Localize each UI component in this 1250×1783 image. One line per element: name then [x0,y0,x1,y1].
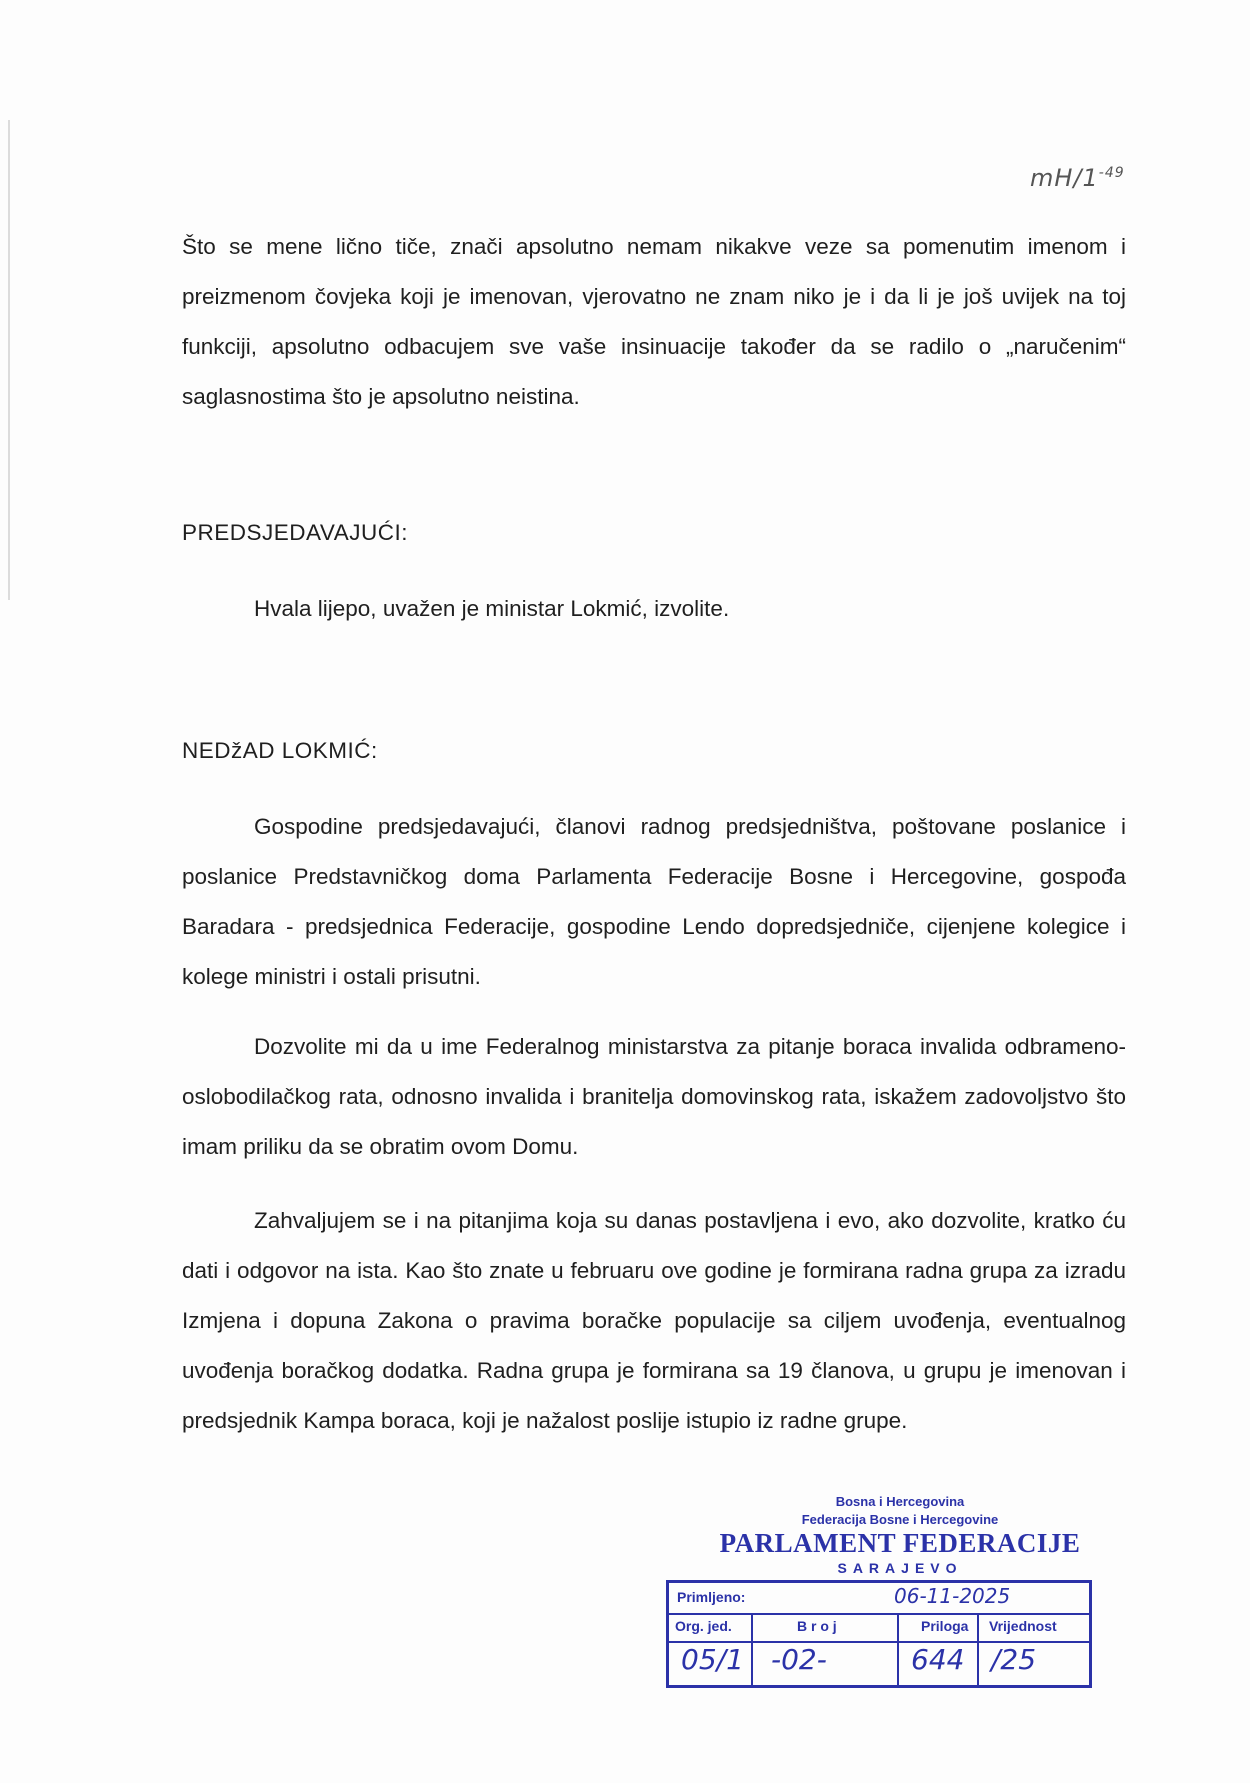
registry-stamp-box [666,1580,1092,1688]
page-mark [1030,164,1125,192]
stamp-line-3: PARLAMENT FEDERACIJE [719,1528,1081,1558]
speaker-predsjedavajuci: PREDSJEDAVAJUĆI: [182,520,408,545]
paragraph-3 [182,802,1126,1002]
stamp-col2-value: -02- [771,1643,827,1676]
stamp-col4-label: Vrijednost [989,1618,1057,1634]
paragraph-2-text: Hvala lijepo, uvažen je ministar Lokmić, izvolite. [254,596,730,621]
stamp-received-label: Primljeno: [677,1589,746,1605]
paragraph-5-text: Zahvaljujem se i na pitanjima koja su danas postavljena i evo, ako dozvolite, kratko ću dati i odgovor na ista. Kao što znate u februaru ove godine je formirana radna grupa za izradu Izmjena i dopuna Zakona o pravima boračke populacije sa ciljem uvođenja, eventualnog uvođenja boračkog dodatka. Radna grupa je formirana sa 19 članova, u grupu je imenovan i predsjednik Kampa boraca, koji je nažalost poslije istupio iz radne grupe. [182,1208,1126,1433]
page-mark-sub: -49 [1098,165,1125,181]
scan-edge-line [8,120,10,600]
stamp-col3-label: Priloga [921,1618,969,1634]
stamp-received-date: 06-11-2025 [894,1584,1011,1608]
stamp-line-1: Bosna i Hercegovina [835,1494,965,1509]
paragraph-3-text: Gospodine predsjedavajući, članovi radnog predsjedništva, poštovane poslanice i poslanice Predstavničkog doma Parlamenta Federacije Bosne i Hercegovine, gospođa Baradara - predsjednica Federacije, gospodine Lendo dopredsjedniče, cijenjene kolegice i kolege ministri i ostali prisutni. [182,814,1126,989]
stamp-line-4: SARAJEVO [837,1560,963,1576]
stamp-col2-label: B r o j [797,1618,837,1634]
stamp-col4-value: /25 [991,1643,1037,1676]
stamp-col1-value: 05/1 [681,1643,744,1676]
paragraph-1-text: Što se mene lično tiče, znači apsolutno nemam nikakve veze sa pomenutim imenom i preizmenom čovjeka koji je imenovan, vjerovatno ne znam niko je i da li je još uvijek na toj funkciji, apsolutno odbacujem sve vaše insinuacije također da se radilo o „naručenim“ saglasnostima što je apsolutno neistina. [182,234,1126,409]
stamp-line-2: Federacija Bosne i Hercegovine [801,1512,999,1527]
stamp-values-row [669,1641,1089,1685]
stamp-col3-value: 644 [911,1643,965,1676]
paragraph-1 [182,222,1126,422]
stamp-received-row [669,1583,1089,1615]
stamp-header-row [669,1613,1089,1643]
paragraph-4 [182,1022,1126,1172]
page-mark-main: mH/1 [1030,164,1099,192]
stamp-col1-label: Org. jed. [675,1618,732,1634]
paragraph-2 [254,584,1134,634]
paragraph-5 [182,1196,1126,1446]
speaker-lokmic: NEDžAD LOKMIĆ: [182,738,378,763]
paragraph-4-text: Dozvolite mi da u ime Federalnog ministarstva za pitanje boraca invalida odbrameno-oslobodilačkog rata, odnosno invalida i branitelja domovinskog rata, iskažem zadovoljstvo što imam priliku da se obratim ovom Domu. [182,1034,1126,1159]
